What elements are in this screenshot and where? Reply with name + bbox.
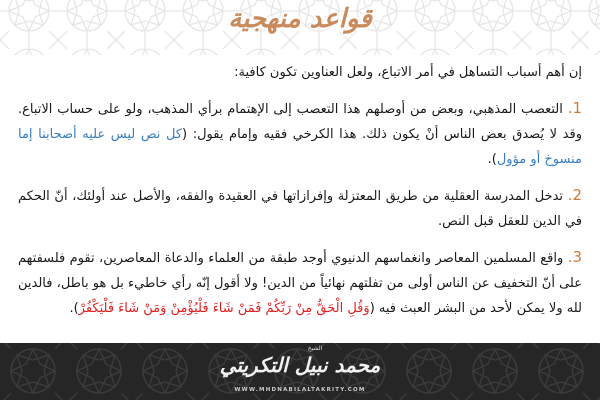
quran-quote: وَقُلِ الْحَقُّ مِنْ رَبِّكُمْ فَمَنْ شَاءَ فَلْيُؤْمِنْ وَمَنْ شَاءَ فَلْيَكْفُرْ (78, 301, 370, 316)
website-url: WWW.MHDNABILALTAKRITY.COM (234, 387, 366, 393)
list-item-2 (18, 183, 582, 234)
item-text-end: ). (487, 152, 497, 167)
item-number: 2. (567, 186, 582, 204)
item-text: واقع المسلمين المعاصر وانغماسهم الدنيوي أوجد طبقة من العلماء والدعاة المعاصرين، تقوم فلسفتهم على أنّ التخفيف عن الناس أولى من تفلتهم نهائياً من الدين! ولا أقول إنّه رأي خاطيء بل هو باطل، فالدين لله ولا يمكن لأحد من البشر العبث فيه ( (18, 251, 582, 316)
item-text-end: ). (69, 301, 79, 316)
hadith-quote: كل نص ليس عليه أصحابنا إما منسوخ أو مؤول (18, 127, 582, 167)
author-signature: محمد نبيل التكريتي (219, 353, 381, 377)
sheikh-label: الشيخ (307, 345, 323, 352)
item-text: التعصب المذهبي، وبعض من أوصلهم هذا التعصب إلى الإهتمام برأي المذهب، ولو على حساب الاتباع. وقد لا يُصدق بعض الناس أنْ يكون ذلك. هذا الكرخي فقيه وإمام يقول: ( (18, 102, 582, 142)
item-number: 3. (567, 248, 582, 266)
list-item-3 (18, 245, 582, 321)
article-body (18, 60, 582, 332)
header-title: قواعد منهجية (228, 4, 372, 34)
item-text: تدخل المدرسة العقلية من طريق المعتزلة وإفرازاتها في العقيدة والفقه، والأصل عند أولئك، أنّ الحكم في الدين للعقل قبل النص. (18, 189, 582, 229)
list-item-1 (18, 96, 582, 172)
header-banner (0, 0, 600, 55)
footer-banner (0, 343, 600, 400)
item-number: 1. (567, 99, 582, 117)
intro-paragraph: إن أهم أسباب التساهل في أمر الاتباع، ولعل العناوين تكون كافية: (234, 65, 582, 80)
